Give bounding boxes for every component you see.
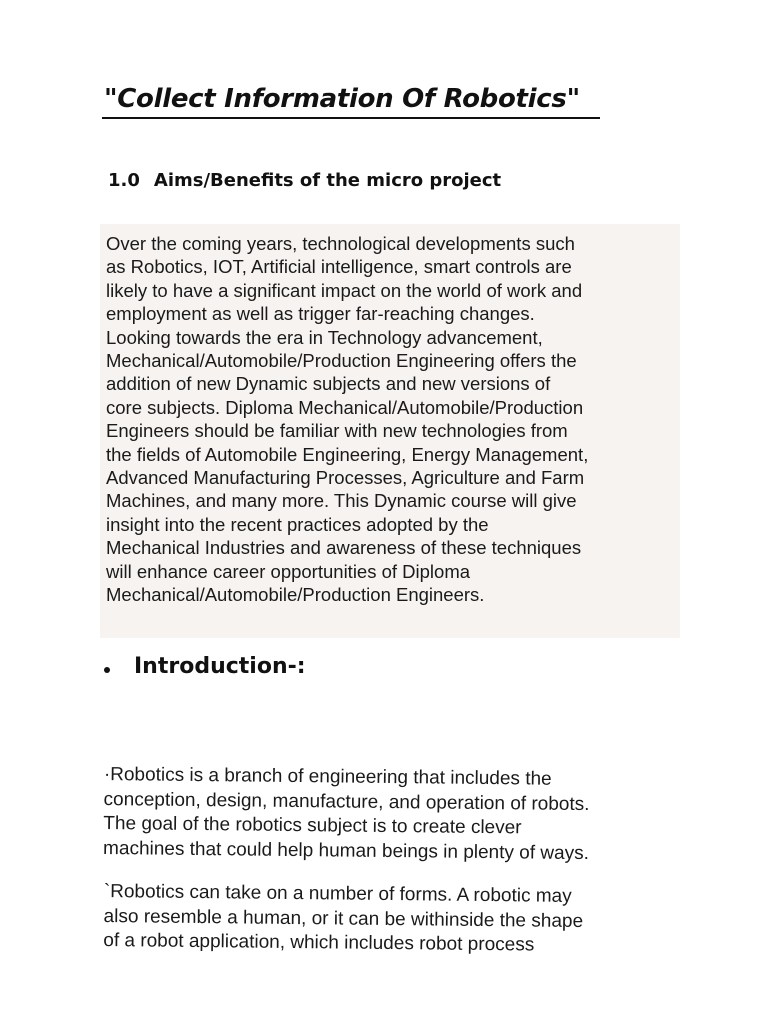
section-heading-text: Aims/Benefits of the micro project [153,170,502,191]
section-heading [108,170,501,191]
introduction-heading: Introduction-: [134,654,306,679]
title-underline [102,117,600,119]
section-number: 1.0 [108,170,140,191]
introduction-bullet [104,654,306,679]
aims-paragraph: Over the coming years, technological developments such as Robotics, IOT, Artificial intelligence, smart controls are likely to have a significant impact on the world of work and employment as well as trigger far-reaching changes. Looking towards the era in Technology advancement, Mechanical/Automobile/Production Engineering offers the addition of new Dynamic subjects and new versions of core subjects. Diploma Mechanical/Automobile/Production Engineers should be familiar with new technologies from the fields of Automobile Engineering, Energy Management, Advanced Manufacturing Processes, Agriculture and Farm Machines, and many more. This Dynamic course will give insight into the recent practices adopted by the Mechanical Industries and awareness of these techniques will enhance career opportunities of Diploma Mechanical/Automobile/Production Engineers. [106,233,589,606]
document-title: "Collect Information Of Robotics" [104,84,580,114]
intro-paragraph-1: ·Robotics is a branch of engineering that includes the conception, design, manufacture, and operation of robots. The goal of the robotics subject is to create clever machines that could help human beings in plenty of ways. [102,763,590,864]
bullet-icon [104,667,110,673]
intro-paragraph-2: `Robotics can take on a number of forms. A robotic may also resemble a human, or it can be withinside the shape of a robot application, which includes robot process [103,880,584,956]
